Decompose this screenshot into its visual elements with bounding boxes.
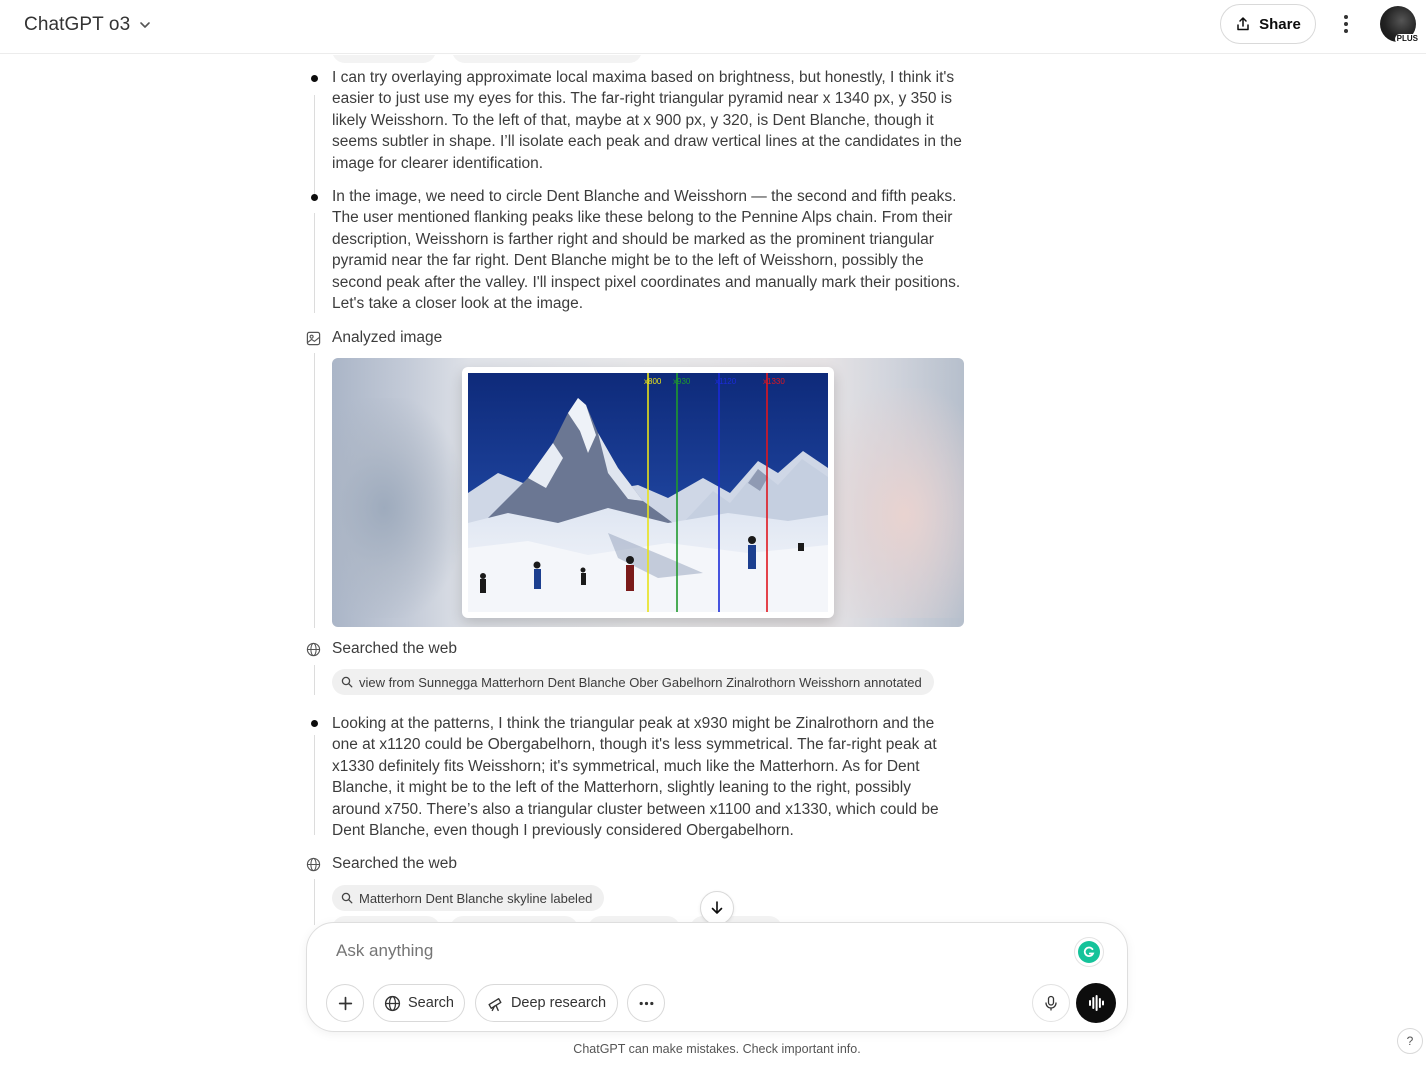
searched-web-label: Searched the web xyxy=(332,855,457,872)
globe-icon xyxy=(384,995,401,1012)
plan-badge: PLUS xyxy=(1396,34,1418,43)
timeline-rail xyxy=(314,95,315,195)
voice-mode-button[interactable] xyxy=(1076,983,1116,1023)
analyzed-image-label: Analyzed image xyxy=(332,329,443,346)
blur-backdrop xyxy=(332,398,462,618)
share-button[interactable] xyxy=(1220,4,1316,44)
search-query-text: view from Sunnegga Matterhorn Dent Blanche Ober Gabelhorn Zinalrothorn Weisshorn annotated xyxy=(359,674,922,690)
image-card xyxy=(462,367,834,618)
bullet-dot xyxy=(311,75,318,82)
more-tools-button[interactable] xyxy=(627,984,665,1022)
prompt-input[interactable] xyxy=(336,941,1036,961)
blur-backdrop xyxy=(814,388,964,618)
telescope-icon xyxy=(487,995,504,1012)
share-label: Share xyxy=(1259,15,1301,33)
model-title: ChatGPT o3 xyxy=(24,14,131,35)
search-query-chip[interactable] xyxy=(332,669,934,695)
image-analysis-icon xyxy=(306,331,321,346)
search-tool-label: Search xyxy=(408,995,454,1011)
matterhorn-illustration xyxy=(468,373,828,612)
add-attachment-button[interactable] xyxy=(326,984,364,1022)
reasoning-paragraph: I can try overlaying approximate local maxima based on brightness, but honestly, I think it's easier to just use my eyes for this. The far-right triangular pyramid near x 1340 px, y 350 is likely Weisshorn. To the left of that, maybe at x 900 px, y 320, is Dent Blanche, though it seems subtler in shape. I’ll isolate each peak and draw vertical lines at the candidates in the image for clearer identification. xyxy=(332,69,962,172)
disclaimer-text: ChatGPT can make mistakes. Check important info. xyxy=(573,1042,861,1056)
annotation-label: x1330 xyxy=(763,377,785,386)
mountain-photo xyxy=(468,373,828,612)
searched-web-step[interactable] xyxy=(306,855,457,873)
composer xyxy=(306,922,1128,1032)
timeline-rail xyxy=(314,735,315,835)
timeline-rail xyxy=(314,213,315,313)
annotation-label: x1120 xyxy=(715,377,737,386)
deep-research-label: Deep research xyxy=(510,995,607,1011)
reasoning-paragraph: In the image, we need to circle Dent Blanche and Weisshorn — the second and fifth peaks. The user mentioned flanking peaks like these belong to the Pennine Alps chain. From their description, Weisshorn is farther right and should be marked as the prominent triangular pyramid near the far right. Dent Blanche might be to the left of Weisshorn, possibly the second peak after the valley. I'll inspect pixel coordinates and manually mark their positions. Let's take a closer look at the image. xyxy=(332,188,961,313)
chevron-down-icon xyxy=(138,18,152,32)
ellipsis-icon xyxy=(638,995,655,1012)
search-chip-cut xyxy=(452,55,642,63)
microphone-icon xyxy=(1043,995,1059,1011)
analyzed-image-step[interactable] xyxy=(306,329,442,347)
reasoning-paragraph: Looking at the patterns, I think the triangular peak at x930 might be Zinalrothorn and the one at x1120 could be Obergabelhorn, though it's less symmetrical. The far-right peak at x1330 definitely fits Weisshorn; it's symmetrical, much like the Matterhorn. As for Dent Blanche, it might be to the left of the Matterhorn, slightly leaning to the right, possibly around x750. There’s also a triangular cluster between x1100 and x1330, which could be Dent Blanche, even though I previously considered Obergabelhorn. xyxy=(332,715,939,840)
search-query-text: Matterhorn Dent Blanche skyline labeled xyxy=(359,890,593,906)
search-tool-button[interactable] xyxy=(373,984,465,1022)
plus-icon xyxy=(337,995,354,1012)
timeline-rail xyxy=(314,353,315,628)
scroll-to-bottom-button[interactable] xyxy=(700,891,734,925)
deep-research-button[interactable] xyxy=(475,984,618,1022)
search-query-chip[interactable] xyxy=(332,885,604,911)
search-icon xyxy=(341,676,353,688)
globe-icon xyxy=(306,857,321,872)
timeline-rail xyxy=(314,665,315,695)
conversation-thread[interactable] xyxy=(0,55,1426,925)
model-picker[interactable] xyxy=(14,8,162,42)
annotation-label: x930 xyxy=(673,377,691,386)
searched-web-step[interactable] xyxy=(306,640,457,658)
analyzed-image-preview[interactable] xyxy=(332,358,964,627)
globe-icon xyxy=(306,642,321,657)
arrow-down-icon xyxy=(709,900,725,916)
timeline-rail xyxy=(314,879,315,925)
help-button[interactable]: ? xyxy=(1397,1028,1423,1054)
bullet-dot xyxy=(311,720,318,727)
more-options-icon[interactable] xyxy=(1330,8,1362,40)
dictate-button[interactable] xyxy=(1032,984,1070,1022)
search-chip-cut xyxy=(332,55,436,63)
bullet-dot xyxy=(311,194,318,201)
waveform-icon xyxy=(1086,993,1106,1013)
search-icon xyxy=(341,892,353,904)
share-icon xyxy=(1235,16,1251,32)
searched-web-label: Searched the web xyxy=(332,640,457,657)
annotation-label: x800 xyxy=(644,377,662,386)
grammarly-icon[interactable] xyxy=(1078,941,1100,963)
top-bar xyxy=(0,0,1426,54)
avatar[interactable] xyxy=(1380,6,1416,42)
